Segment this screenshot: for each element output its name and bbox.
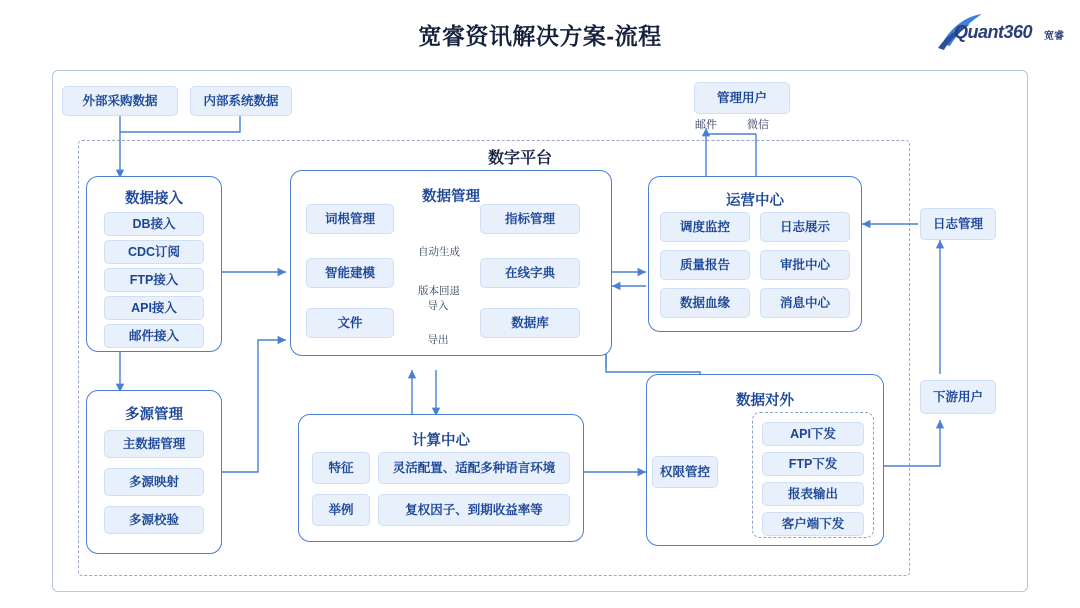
arrow-label-import: 导入 (427, 300, 449, 312)
operation-center-item-label: 质量报告 (679, 257, 730, 272)
data-external-item-label: 客户端下发 (781, 516, 845, 531)
logo-cn-text: 宽睿 (1044, 31, 1064, 42)
data-access-item-api[interactable] (104, 296, 204, 320)
data-access-item-cdc[interactable] (104, 240, 204, 264)
data-access-item-label: DB接入 (132, 216, 176, 231)
data-management-item-indicator[interactable] (480, 204, 580, 234)
multi-source-title: 多源管理 (125, 407, 183, 423)
data-management-item-label: 文件 (337, 315, 363, 330)
operation-center-item-label: 日志展示 (779, 219, 830, 234)
operation-center-item-label: 审批中心 (779, 257, 830, 272)
data-management-item-label: 数据库 (511, 315, 549, 330)
source-external-box[interactable] (62, 86, 178, 116)
multi-source-item-label: 多源映射 (128, 474, 179, 489)
data-management-item-model[interactable] (306, 258, 394, 288)
compute-center-value: 复权因子、到期收益率等 (405, 502, 543, 517)
logo-text: Quant360 (954, 22, 1033, 42)
channel-wechat-label: 微信 (747, 119, 769, 131)
data-access-item-label: 邮件接入 (128, 328, 179, 343)
compute-center-row-value-0[interactable] (378, 452, 570, 484)
operation-center-title: 运营中心 (726, 193, 784, 209)
multi-source-item-label: 多源校验 (128, 512, 179, 527)
multi-source-item-validate[interactable] (104, 506, 204, 534)
permission-control-box[interactable] (652, 456, 718, 488)
arrow-label-version-rollback: 版本回退 (418, 285, 460, 297)
arrow-label-auto-generate: 自动生成 (418, 246, 460, 258)
compute-center-row-label-0[interactable] (312, 452, 370, 484)
downstream-user-label: 下游用户 (932, 389, 983, 404)
data-external-item-label: API下发 (790, 426, 836, 441)
operation-center-item-label: 数据血缘 (679, 295, 730, 310)
admin-user-box[interactable] (694, 82, 790, 114)
data-external-item-report[interactable] (762, 482, 864, 506)
data-management-item-label: 智能建模 (324, 265, 375, 280)
channel-email-label: 邮件 (695, 119, 717, 131)
arrow-label-export: 导出 (427, 334, 449, 346)
compute-center-row-label-1[interactable] (312, 494, 370, 526)
data-external-item-label: FTP下发 (788, 456, 838, 471)
data-access-title: 数据接入 (125, 191, 183, 207)
source-internal-label: 内部系统数据 (203, 93, 279, 108)
data-management-title: 数据管理 (422, 189, 480, 205)
data-access-item-label: API接入 (131, 300, 177, 315)
compute-center-label: 举例 (328, 502, 354, 517)
log-management-label: 日志管理 (932, 216, 983, 231)
data-access-item-ftp[interactable] (104, 268, 204, 292)
compute-center-row-value-1[interactable] (378, 494, 570, 526)
data-management-item-dictionary[interactable] (480, 258, 580, 288)
data-access-item-mail[interactable] (104, 324, 204, 348)
data-management-item-file[interactable] (306, 308, 394, 338)
data-external-title: 数据对外 (736, 393, 794, 409)
operation-center-item-lineage[interactable] (660, 288, 750, 318)
multi-source-item-master[interactable] (104, 430, 204, 458)
operation-center-item-message[interactable] (760, 288, 850, 318)
data-management-item-label: 指标管理 (504, 211, 555, 226)
multi-source-item-label: 主数据管理 (122, 436, 186, 451)
operation-center-item-label: 消息中心 (779, 295, 830, 310)
page-title: 宽睿资讯解决方案-流程 (418, 23, 662, 49)
data-access-item-label: CDC订阅 (127, 244, 181, 259)
data-external-item-ftp[interactable] (762, 452, 864, 476)
data-external-item-client[interactable] (762, 512, 864, 536)
multi-source-item-mapping[interactable] (104, 468, 204, 496)
data-external-item-label: 报表输出 (787, 486, 838, 501)
data-management-item-label: 在线字典 (504, 265, 555, 280)
source-internal-box[interactable] (190, 86, 292, 116)
data-access-item-db[interactable] (104, 212, 204, 236)
source-external-label: 外部采购数据 (82, 93, 158, 108)
compute-center-label: 特征 (328, 460, 354, 475)
operation-center-item-log[interactable] (760, 212, 850, 242)
operation-center-item-label: 调度监控 (679, 219, 730, 234)
log-management-box[interactable] (920, 208, 996, 240)
downstream-user-box[interactable] (920, 380, 996, 414)
digital-platform-title: 数字平台 (487, 150, 552, 167)
operation-center-item-approval[interactable] (760, 250, 850, 280)
permission-control-label: 权限管控 (659, 464, 710, 479)
operation-center-item-quality[interactable] (660, 250, 750, 280)
compute-center-title: 计算中心 (412, 433, 470, 449)
data-management-item-label: 词根管理 (324, 211, 375, 226)
operation-center-item-schedule[interactable] (660, 212, 750, 242)
admin-user-label: 管理用户 (716, 90, 767, 105)
data-management-item-root[interactable] (306, 204, 394, 234)
data-access-item-label: FTP接入 (129, 272, 179, 287)
data-management-item-database[interactable] (480, 308, 580, 338)
compute-center-value: 灵活配置、适配多种语言环境 (392, 460, 556, 475)
data-external-item-api[interactable] (762, 422, 864, 446)
